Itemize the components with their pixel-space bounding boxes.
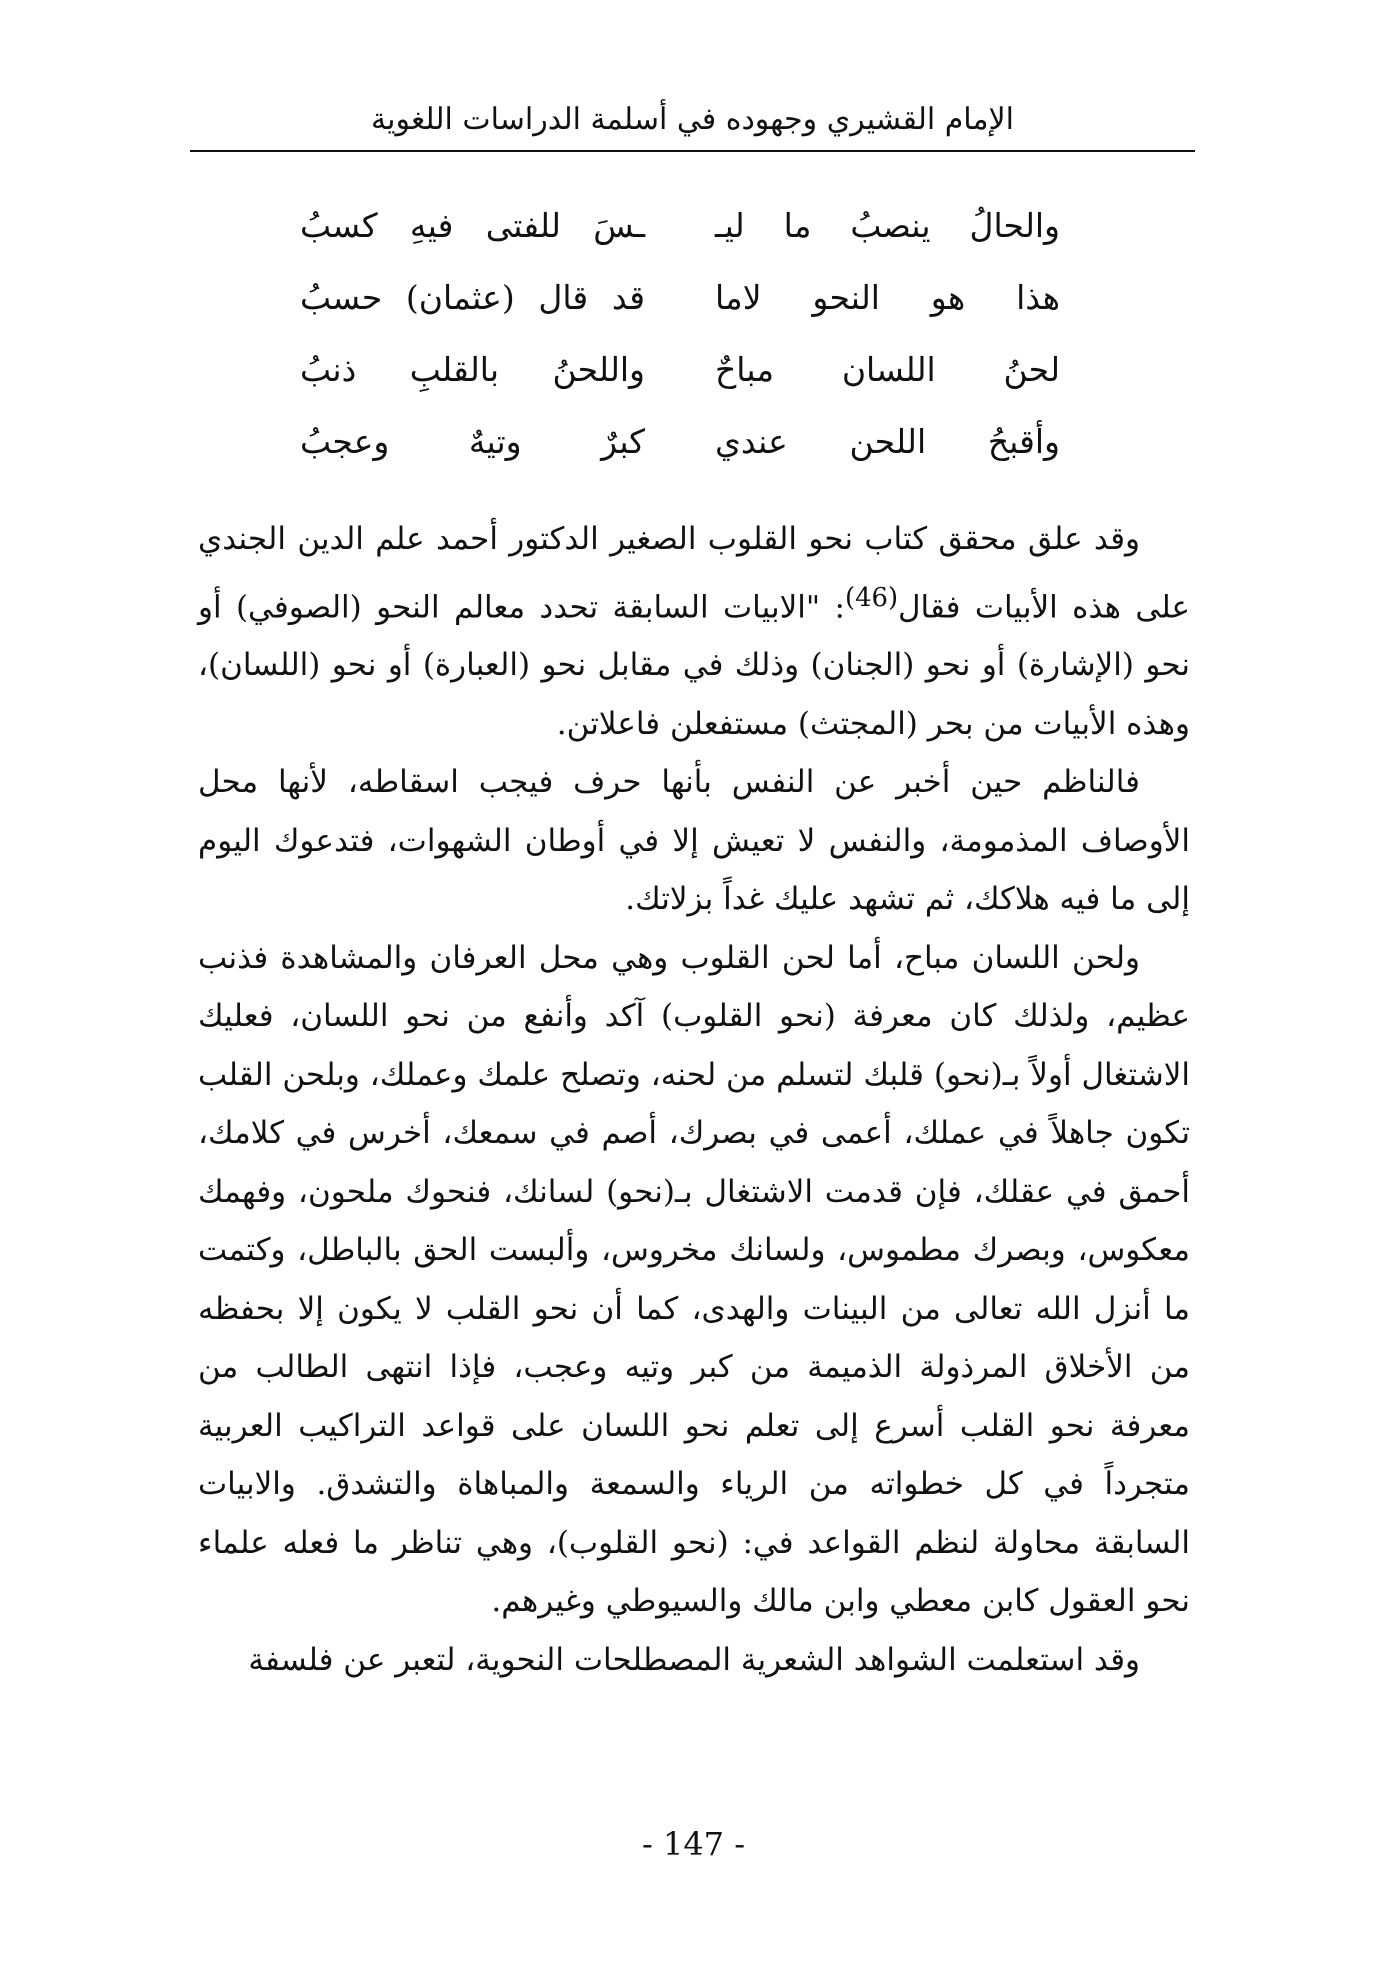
footnote-reference: (46) <box>844 582 899 613</box>
verse <box>300 406 1060 478</box>
hemistich-first: هذا هو النحو لاما <box>715 278 1060 317</box>
body-text <box>198 510 1190 1689</box>
paragraph: ولحن اللسان مباح، أما لحن القلوب وهي محل العرفان والمشاهدة فذنب عظيم، ولذلك كان معرفة (نحو القلوب) آكد وأنفع من نحو اللسان، فعليك الاشتغال أولاً بـ(نحو) قلبك لتسلم من لحنه، وتصلح علمك وعملك، وبلحن القلب تكون جاهلاً في عملك، أعمى في بصرك، أصم في سمعك، أخرس في كلامك، أحمق في عقلك، فإن قدمت الاشتغال بـ(نحو) لسانك، فنحوك ملحون، وفهمك معكوس، وبصرك مطموس، ولسانك مخروس، وألبست الحق بالباطل، وكتمت ما أنزل الله تعالى من البينات والهدى، كما أن نحو القلب لا يكون إلا بحفظه من الأخلاق المرذولة الذميمة من كبر وتيه وعجب، فإذا انتهى الطالب من معرفة نحو القلب أسرع إلى تعلم نحو اللسان على قواعد التراكيب العربية متجرداً في كل خطواته من الرياء والسمعة والمباهاة والتشدق. والابيات السابقة محاولة لنظم القواعد في: (نحو القلوب)، وهي تناظر ما فعله علماء نحو العقول كابن معطي وابن مالك والسيوطي وغيرهم. <box>198 939 1191 1620</box>
paragraph: فالناظم حين أخبر عن النفس بأنها حرف فيجب اسقاطه، لأنها محل الأوصاف المذمومة، والنفس لا تعيش إلا في أوطان الشهوات، فتدعوك اليوم إلى ما فيه هلاكك، ثم تشهد عليك غداً بزلاتك. <box>198 764 1190 918</box>
hemistich-second: كبرٌ وتيهٌ وعجبُ <box>300 422 645 461</box>
hemistich-second: واللحنُ بالقلبِ ذنبُ <box>300 350 645 389</box>
paragraph-text: وقد علق محقق كتاب نحو القلوب الصغير الدكتور أحمد علم الدين الجندي على هذه الأبيات فقال <box>198 521 1190 625</box>
hemistich-first: لحنُ اللسان مباحٌ <box>715 350 1060 389</box>
verse <box>300 334 1060 406</box>
hemistich-second: ـسَ للفتى فيهِ كسبُ <box>300 206 645 245</box>
hemistich-first: وأقبحُ اللحن عندي <box>715 422 1060 461</box>
header-rule <box>190 150 1195 152</box>
running-header: الإمام القشيري وجهوده في أسلمة الدراسات اللغوية <box>371 102 1014 137</box>
verse <box>300 190 1060 262</box>
poem <box>300 190 1060 478</box>
paragraph-text: : "الابيات السابقة تحدد معالم النحو (الصوفي) أو نحو (الإشارة) أو نحو (الجنان) وذلك في مقابل نحو (العبارة) أو نحو (اللسان)، وهذه الأبيات من بحر (المجتث) مستفعلن فاعلاتن. <box>198 588 1190 742</box>
hemistich-first: والحالُ ينصبُ ما ليـ <box>715 206 1060 245</box>
hemistich-second: قد قال (عثمان) حسبُ <box>300 278 645 317</box>
page-number: - 147 - <box>641 1825 746 1863</box>
paragraph: وقد استعلمت الشواهد الشعرية المصطلحات النحوية، لتعبر عن فلسفة <box>248 1641 1140 1678</box>
paragraph <box>198 510 1190 753</box>
verse <box>300 262 1060 334</box>
